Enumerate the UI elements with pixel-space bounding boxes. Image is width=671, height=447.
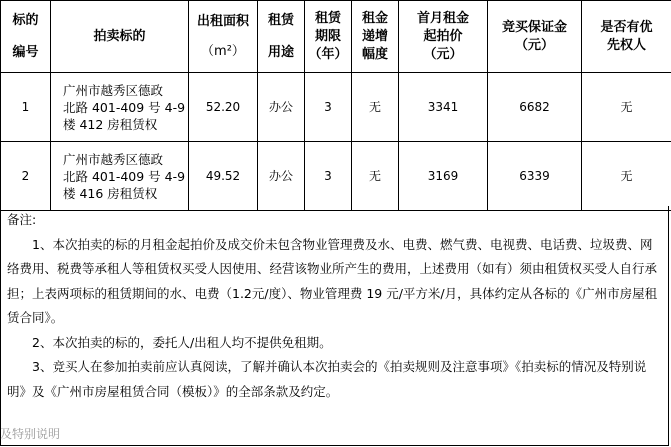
note-item: 1、本次拍卖的标的月租金起拍价及成交价未包含物业管理费及水、电费、燃气费、电视费、电话费、垃圾费、网络费用、税费等承租人等租赁权买受人因使用、经营该物业所产生的费用，上述费用（如有）须由租赁权买受人自行承担；上表两项标的租赁期间的水、电费（1.2元/度）、物业管理费 19 元/平方米/月，具体约定从各标的《广州市房屋租赁合同》。 [7, 236, 658, 325]
notes-section [0, 206, 669, 446]
cell-price: 3169 [399, 142, 488, 211]
cell-term: 3 [305, 142, 352, 211]
header-number: 标的 编号 [1, 1, 51, 73]
watermark: 及特别说明 [0, 427, 61, 441]
cell-area: 49.52 [189, 142, 258, 211]
auction-lease-table [0, 0, 671, 211]
header-row [1, 1, 671, 73]
cell-term: 3 [305, 73, 352, 142]
cell-item: 广州市越秀区德政 北路 401-409 号 4-9 楼 412 房租赁权 [51, 73, 189, 142]
note-item: 2、本次拍卖的标的，委托人/出租人均不提供免租期。 [32, 334, 332, 350]
header-use: 租赁 用途 [258, 1, 305, 73]
table-row [1, 73, 671, 142]
header-increase: 租金 递增 幅度 [352, 1, 399, 73]
cell-priority: 无 [582, 73, 671, 142]
cell-deposit: 6339 [488, 142, 582, 211]
header-priority: 是否有优 先权人 [582, 1, 671, 73]
header-term: 租赁 期限 （年） [305, 1, 352, 73]
cell-deposit: 6682 [488, 73, 582, 142]
cell-number: 2 [1, 142, 51, 211]
cell-item: 广州市越秀区德政 北路 401-409 号 4-9 楼 416 房租赁权 [51, 142, 189, 211]
cell-number: 1 [1, 73, 51, 142]
header-item: 拍卖标的 [51, 1, 189, 73]
header-price: 首月租金 起拍价 （元） [399, 1, 488, 73]
cell-area: 52.20 [189, 73, 258, 142]
cell-priority: 无 [582, 142, 671, 211]
note-item: 3、竞买人在参加拍卖前应认真阅读，了解并确认本次拍卖会的《拍卖规则及注意事项》《拍卖标的情况及特别说明》及《广州市房屋租赁合同（模板）》的全部条款及约定。 [7, 359, 647, 399]
cell-increase: 无 [352, 73, 399, 142]
header-deposit: 竞买保证金 （元） [488, 1, 582, 73]
cell-increase: 无 [352, 142, 399, 211]
header-area: 出租面积 （m²） [189, 1, 258, 73]
notes-title: 备注: [7, 212, 37, 227]
cell-price: 3341 [399, 73, 488, 142]
table-row [1, 142, 671, 211]
cell-use: 办公 [258, 73, 305, 142]
cell-use: 办公 [258, 142, 305, 211]
